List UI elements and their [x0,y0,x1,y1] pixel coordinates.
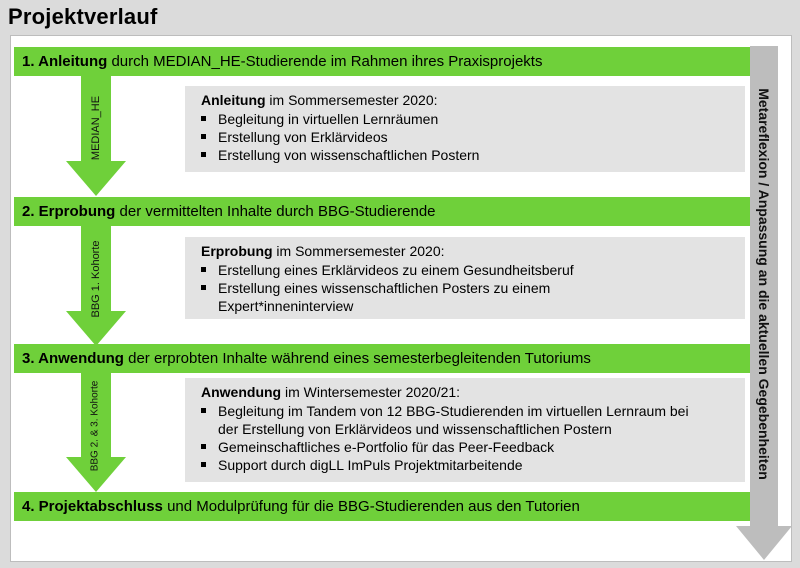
detail-heading [193,242,737,260]
list-item: Begleitung im Tandem von 12 BBG-Studierenden im virtuellen Lernraum bei der Erstellung von Erklärvideos und wissenschaftlichen Postern [193,402,703,438]
list-item: Erstellung von wissenschaftlichen Postern [193,146,737,164]
page-title: Projektverlauf [8,4,158,29]
list-item: Gemeinschaftliches e-Portfolio für das Peer-Feedback [193,438,703,456]
list-item: Support durch digLL ImPuls Projektmitarbeitende [193,456,703,474]
detail-heading-bold: Anleitung [201,92,266,108]
detail-heading-rest: im Sommersemester 2020: [272,243,445,259]
phase-title: 2. Erprobung [22,203,116,220]
list-item: Erstellung eines Erklärvideos zu einem Gesundheitsberuf [193,261,623,279]
phase-title: 3. Anwendung [22,350,124,367]
phase-bar-3 [14,344,750,373]
phase-title: 1. Anleitung [22,53,108,70]
arrow-label-cohort-2-3: BBG 2. & 3. Kohorte [89,380,101,472]
detail-list [193,110,737,164]
phase-bar-2 [14,197,750,226]
detail-heading-rest: im Sommersemester 2020: [265,92,438,108]
detail-heading-rest: im Wintersemester 2020/21: [281,384,461,400]
phase-bar-1 [14,47,750,76]
detail-box-erprobung [185,237,745,319]
arrow-label-median: MEDIAN_HE [90,95,102,161]
phase-description: der vermittelten Inhalte durch BBG-Studierende [115,203,436,220]
phase-description: der erprobten Inhalte während eines semesterbegleitenden Tutoriums [123,350,591,367]
arrow-label-cohort-1: BBG 1. Kohorte [90,240,102,318]
phase-description: durch MEDIAN_HE-Studierende im Rahmen ihres Praxisprojekts [107,53,543,70]
detail-list [193,261,623,315]
detail-box-anwendung [185,378,745,482]
detail-list [193,402,703,474]
detail-heading [193,91,737,109]
list-item: Erstellung eines wissenschaftlichen Posters zu einem Expert*inneninterview [193,279,623,315]
side-arrow-label: Metareflexion / Anpassung an die aktuellen Gegebenheiten [756,88,772,480]
list-item: Erstellung von Erklärvideos [193,128,737,146]
phase-title: 4. Projektabschluss [22,498,163,515]
phase-description: und Modulprüfung für die BBG-Studierenden aus den Tutorien [162,498,580,515]
detail-box-anleitung [185,86,745,172]
detail-heading-bold: Erprobung [201,243,273,259]
detail-heading-bold: Anwendung [201,384,282,400]
list-item: Begleitung in virtuellen Lernräumen [193,110,737,128]
detail-heading [193,383,737,401]
phase-bar-4 [14,492,750,521]
